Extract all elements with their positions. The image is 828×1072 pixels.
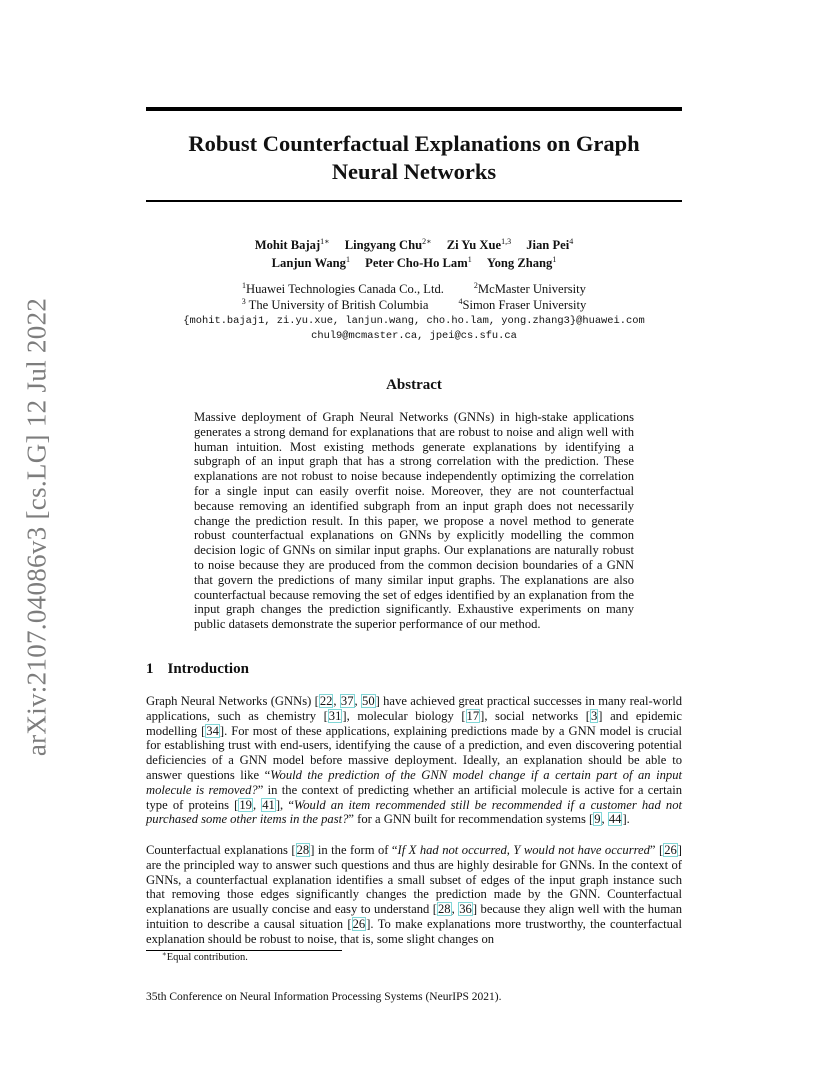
citation-link[interactable]: 19	[239, 797, 252, 812]
arxiv-identifier: arXiv:2107.04086v3 [cs.LG] 12 Jul 2022	[21, 297, 52, 757]
footnote-rule	[146, 950, 342, 951]
citation-link[interactable]: 37	[340, 694, 354, 708]
section-heading	[146, 661, 249, 678]
question-quote: Would the prediction of the GNN model change if a certain part of an input molecule is removed?	[146, 767, 682, 797]
section-number: 1	[146, 661, 154, 677]
paper-title	[146, 130, 682, 186]
citation-link[interactable]: 41	[262, 797, 275, 812]
footnote: ∗Equal contribution.	[162, 950, 248, 963]
question-quote: Would an item recommended still be recommended if a customer had not purchased some other items in the past?	[146, 797, 683, 827]
author-line-2	[146, 254, 682, 272]
affiliation: $^2$McMaster University	[473, 281, 586, 296]
citation-link[interactable]: 36	[459, 902, 472, 917]
title-top-rule	[146, 107, 682, 111]
author: Lanjun Wang$^1$	[271, 255, 350, 270]
email-line-1: {mohit.bajaj1, zi.yu.xue, lanjun.wang, cho.ho.lam, yong.zhang3}@huawei.com	[183, 315, 645, 327]
citation-link[interactable]: 31	[328, 708, 342, 723]
intro-paragraph-2: Counterfactual explanations [28] in the form of “If X had not occurred, Y would not have occurred” [26] are the principled way to answer such questions and thus are highly desirable for GNNs. In the context of GNNs, a counterfactual explanation identifies a small subset of edges of the input graph instance such that removing those edges significantly changes the prediction made by the GNN. Counterfactual explanations are usually concise and easy to understand [28, 36] because they align well with the human intuition to describe a causal situation [26]. To make explanations more trustworthy, the counterfactual explanation should be robust to noise, that is, some slight changes on	[146, 843, 683, 946]
affiliation-line-2	[146, 297, 682, 313]
author: Yong Zhang$^1$	[486, 255, 557, 270]
citation-link[interactable]: 26	[352, 916, 366, 931]
citation-link[interactable]: 9	[594, 812, 601, 827]
citation-link[interactable]: 44	[608, 812, 622, 827]
citation-link[interactable]: 17	[466, 708, 480, 723]
author: Mohit Bajaj$^{1∗}$	[254, 237, 330, 252]
author: Peter Cho-Ho Lam$^1$	[365, 255, 472, 270]
abstract-text: Massive deployment of Graph Neural Networks (GNNs) in high-stake applications generates a strong demand for explanations that are robust to noise and align well with human intuition. Most existing methods generate explanations by identifying a subgraph of an input graph that has a strong correlation with the prediction. These explanations are not robust to noise because independently optimizing the correlation for a single input can easily overfit noise. Moreover, they are not counterfactual because removing an identified subgraph from an input graph does not necessarily change the prediction result. In this paper, we propose a novel method to generate robust counterfactual explanations on GNNs by explicitly modelling the common decision logic of GNNs on similar input graphs. Our explanations are naturally robust to noise because they are produced from the common decision boundaries of a GNN that govern the predictions of many similar input graphs. The explanations are also counterfactual because removing the set of edges identified by an explanation from the input graph changes the prediction significantly. Exhaustive experiments on many public datasets demonstrate the superior performance of our method.	[194, 410, 634, 632]
intro-paragraph-1: Graph Neural Networks (GNNs) [22, 37, 50] have achieved great practical successes in many real-world applications, such as chemistry [31], molecular biology [17], social networks [3] and epidemic modelling [34]. For most of these applications, explaining predictions made by a GNN model is crucial for establishing trust with end-users, identifying the cause of a prediction, and even discovering potential deficiencies of a GNN model before massive deployment. Ideally, an explanation should be able to answer questions like “Would the prediction of the GNN model change if a certain part of an input molecule is removed?” in the context of predicting whether an artificial molecule is active for a certain type of proteins [19, 41], “Would an item recommended still be recommended if a customer had not purchased some other items in the past?” for a GNN built for recommendation systems [9, 44].	[146, 694, 683, 827]
author-list	[146, 236, 682, 272]
title-bottom-rule	[146, 200, 682, 202]
citation-link[interactable]: 26	[664, 843, 677, 857]
affiliation: $^1$Huawei Technologies Canada Co., Ltd.	[242, 281, 444, 296]
citation-link[interactable]: 34	[206, 723, 219, 738]
author-emails	[100, 314, 728, 344]
citation-link[interactable]: 28	[296, 843, 310, 857]
email-line-2: chul9@mcmaster.ca, jpei@cs.sfu.ca	[311, 330, 517, 342]
citation-link[interactable]: 3	[590, 708, 598, 723]
author-line-1	[146, 236, 682, 254]
affiliation: $^3$ The University of British Columbia	[241, 297, 429, 312]
arxiv-side-stamp	[16, 296, 58, 758]
author: Lingyang Chu$^{2∗}$	[344, 237, 432, 252]
conference-note: 35th Conference on Neural Information Processing Systems (NeurIPS 2021).	[146, 991, 502, 1003]
citation-link[interactable]: 22	[319, 694, 333, 708]
title-line-1: Robust Counterfactual Explanations on Graph	[188, 131, 640, 156]
definition-quote: If X had not occurred, Y would not have occurred	[397, 843, 650, 857]
section-title: Introduction	[167, 661, 249, 677]
author: Jian Pei$^4$	[526, 237, 574, 252]
citation-link[interactable]: 28	[438, 902, 451, 917]
affiliation: $^4$Simon Fraser University	[458, 297, 587, 312]
affiliation-line-1	[146, 281, 682, 297]
title-line-2: Neural Networks	[331, 159, 497, 184]
author: Zi Yu Xue$^{1,3}$	[446, 237, 512, 252]
abstract-heading: Abstract	[386, 377, 442, 393]
citation-link[interactable]: 50	[362, 694, 375, 708]
affiliations	[146, 281, 682, 313]
